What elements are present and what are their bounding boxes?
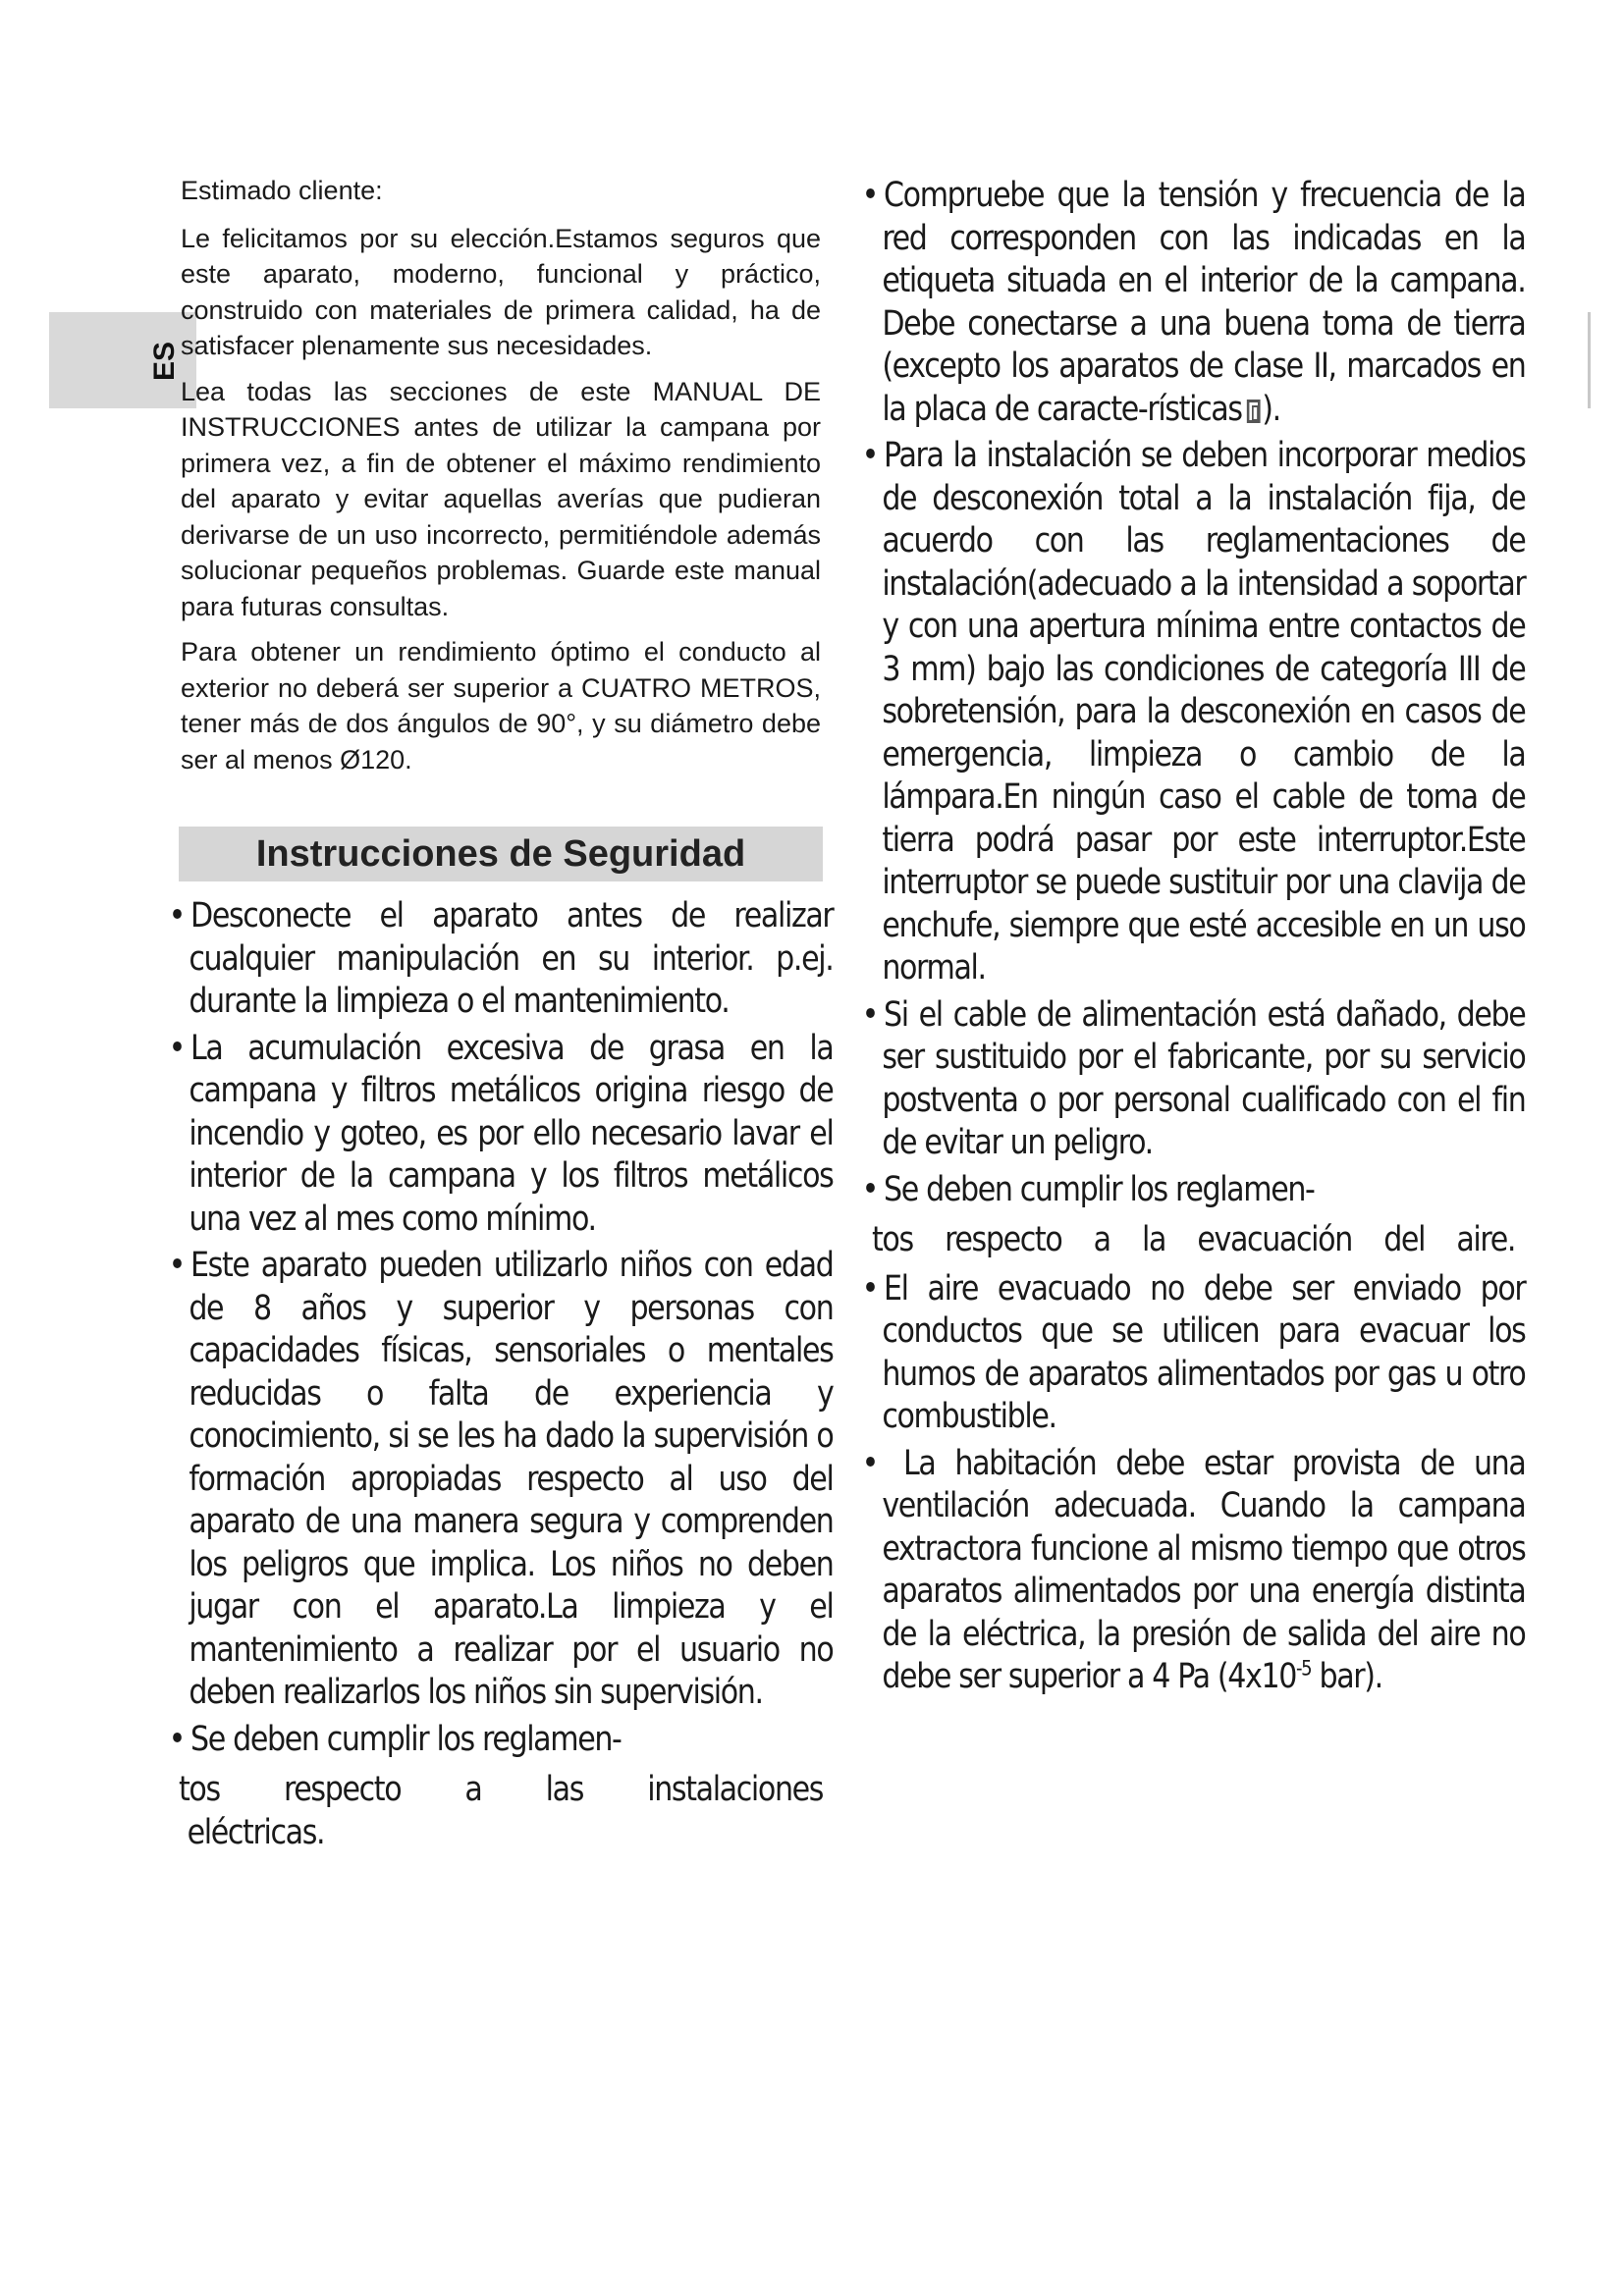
intro-paragraph: Lea todas las secciones de este MANUAL DE INSTRUCCIONES antes de utilizar la campana por primera vez, a fin de obtener el máximo rendimiento del aparato y evitar aquellas averías que pudieran derivarse de un uso incorrecto, permitiéndole además solucionar pequeños problemas. Guarde este manual para futuras consultas. [181, 376, 821, 621]
language-label: ES [148, 341, 181, 382]
bullet-marker: • [861, 1443, 879, 1483]
safety-item-text: La acumulación excesiva de grasa en la campana y filtros metálicos origina riesgo de incendio y goteo, es por ello necesario lavar el interior de la campana y los filtros metálicos una vez al mes como mínimo. [189, 1028, 834, 1239]
safety-item-text-end: ). [1262, 389, 1280, 429]
safety-item-continuation: eléctricas. [187, 1812, 325, 1852]
class-ii-insulation-icon [1247, 400, 1261, 423]
safety-item [861, 994, 1526, 1165]
safety-item [168, 1245, 834, 1715]
bullet-marker: • [168, 896, 186, 935]
safety-item [861, 1169, 1525, 1212]
safety-item [861, 1268, 1526, 1439]
safety-list-left [168, 895, 834, 1860]
page-edge-marker [1588, 312, 1591, 408]
safety-item-continuation: tos respecto a la evacuación del aire. [872, 1220, 1516, 1259]
safety-item-continuation: tos respecto a las instalaciones [179, 1770, 824, 1809]
section-title: Instrucciones de Seguridad [179, 827, 823, 881]
intro-paragraph: Le felicitamos por su elección.Estamos seguros que este aparato, moderno, funcional y práctico, construido con materiales de primera calidad, ha de satisfacer plenamente sus necesidades. [181, 223, 821, 360]
safety-item-text: El aire evacuado no debe ser enviado por conductos que se utilicen para evacuar los humos de aparatos alimentados por gas u otro combustible. [882, 1268, 1526, 1436]
bullet-marker: • [168, 1246, 186, 1285]
safety-item-text: Se deben cumplir los reglamen- [884, 1169, 1315, 1209]
greeting: Estimado cliente: [181, 176, 383, 205]
safety-item-text: Si el cable de alimentación está dañado, debe ser sustituido por el fabricante, por su servicio postventa o por personal cualificado con el fin de evitar un peligro. [882, 994, 1526, 1162]
safety-item [861, 1443, 1526, 1699]
safety-item-text-end: bar). [1311, 1657, 1382, 1696]
safety-item [168, 895, 834, 1024]
safety-item-text: Para la instalación se deben incorporar medios de desconexión total a la instalación fija, de acuerdo con las reglamentaciones de instalación(adecuado a la intensidad a soportar y con una apertura mínima entre contactos de 3 mm) bajo las condiciones de categoría III de sobretensión, para la desconexión en casos de emergencia, limpieza o cambio de la lámpara.En ningún caso el cable de toma de tierra podrá pasar por este interruptor.Este interruptor se puede sustituir por una clavija de enchufe, siempre que esté accesible en un uso normal. [882, 436, 1526, 988]
safety-item [861, 175, 1526, 431]
bullet-marker: • [861, 436, 879, 475]
safety-item-text: Compruebe que la tensión y frecuencia de la red corresponden con las indicadas en la etiqueta situada en el interior de la campana. Debe conectarse a una buena toma de tierra (excepto los aparatos de clase II, marcados en la placa de caracte-rísticas [882, 176, 1526, 429]
safety-list-right [861, 175, 1526, 1703]
bullet-marker: • [168, 1028, 186, 1068]
exponent: -5 [1296, 1656, 1312, 1681]
safety-item [861, 435, 1526, 990]
safety-item-text: Desconecte el aparato antes de realizar cualquier manipulación en su interior. p.ej. durante la limpieza o el mantenimiento. [189, 896, 834, 1021]
safety-item-text: La habitación debe estar provista de una ventilación adecuada. Cuando la campana extractora funcione al mismo tiempo que otros aparatos alimentados por una energía distinta de la eléctrica, la presión de salida del aire no debe ser superior a 4 Pa (4x10 [882, 1443, 1526, 1696]
safety-item-text: Este aparato pueden utilizarlo niños con edad de 8 años y superior y personas con capacidades físicas, sensoriales o mentales reducidas o falta de experiencia y conocimiento, si se les ha dado la supervisión o formación apropiadas respecto al uso del aparato de una manera segura y comprenden los peligros que implica. Los niños no deben jugar con el aparato.La limpieza y el mantenimiento a realizar por el usuario no deben realizarlos los niños sin supervisión. [189, 1246, 834, 1712]
safety-item [168, 1028, 834, 1242]
bullet-marker: • [861, 1169, 879, 1209]
safety-item-text: Se deben cumplir los reglamen- [190, 1719, 622, 1759]
safety-item [168, 1719, 833, 1762]
bullet-marker: • [168, 1719, 186, 1759]
intro-section [181, 173, 821, 787]
bullet-marker: • [861, 176, 879, 215]
intro-paragraph: Para obtener un rendimiento óptimo el conducto al exterior no deberá ser superior a CUATRO METROS, tener más de dos ángulos de 90°, y su diámetro debe ser al menos Ø120. [181, 637, 821, 774]
bullet-marker: • [861, 994, 879, 1035]
bullet-marker: • [861, 1268, 879, 1308]
